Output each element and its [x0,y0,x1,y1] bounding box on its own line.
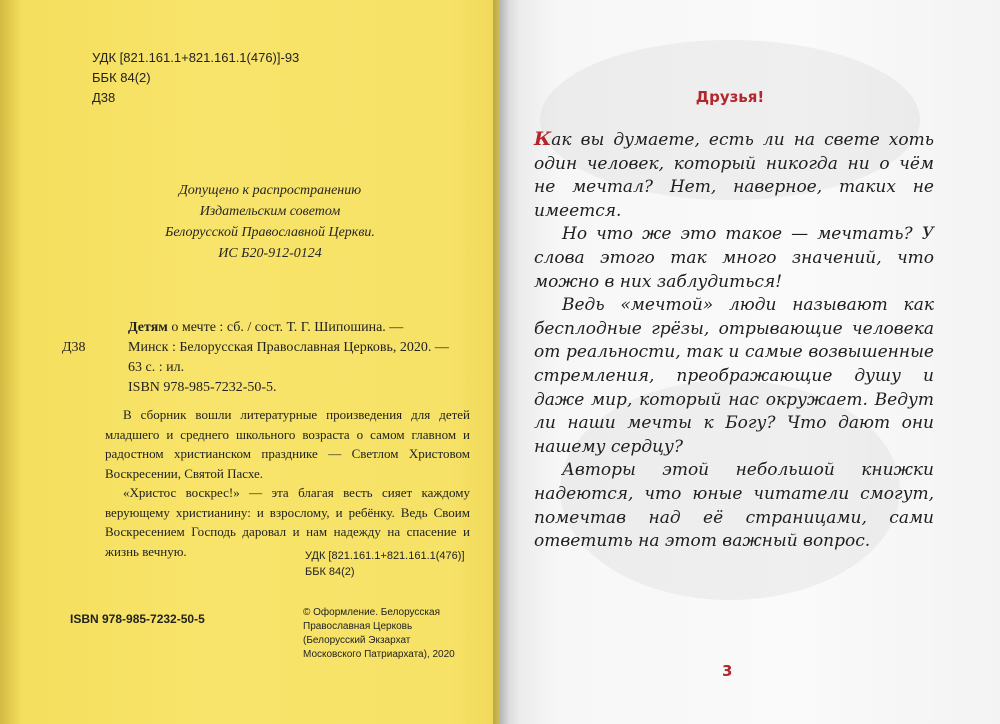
foreword-paragraph: Авторы этой небольшой книжки надеются, что юные читатели смогут, помечтав над её страницами, сами ответить на этот важный вопрос. [534,460,934,552]
classification-block-top [92,48,299,108]
foreword-heading: Друзья! [695,88,765,106]
book-gutter [493,0,509,724]
foreword-paragraph-1-rest: ак вы думаете, есть ли на свете хоть один человек, который никогда ни о чём не мечтал? Нет, наверное, таких не имеется. [534,130,934,221]
copyright-line: Московского Патриархата), 2020 [303,649,455,660]
annotation [105,405,470,561]
approval-line: ИС Б20-912-0124 [218,246,322,261]
annotation-paragraph: В сборник вошли литературные произведения для детей младшего и среднего школьного возраста о самом главном и радостном христианском празднике — Светлом Христовом Воскресении, Святой Пасхе. [105,407,470,481]
bibliographic-record [62,318,472,398]
udk-code-bottom: УДК [821.161.1+821.161.1(476)] [305,550,465,562]
isbn-bottom: ISBN 978-985-7232-50-5 [70,612,205,626]
foreword-paragraph: Ведь «мечтой» люди называют как бесплодные грёзы, отрывающие человека от реальности, так и самые возвышенные стремления, преображающие душу и даже мир, который нас окружает. Ведут ли наши мечты к Богу? Что дают они нашему сердцу? [534,295,934,457]
approval-line: Издательским советом [199,204,341,219]
publication-approval [120,180,420,264]
biblio-title: Детям [128,320,168,335]
biblio-line-2: Минск : Белорусская Православная Церковь, 2020. — [128,340,449,355]
page-number: 3 [722,662,733,680]
classification-block-bottom [305,548,465,580]
author-mark-top: Д38 [92,90,116,105]
drop-cap: К [534,128,552,150]
copyright-line: (Белорусский Экзархат [303,635,411,646]
approval-line: Белорусской Православной Церкви. [165,225,375,240]
copyright-line: © Оформление. Белорусская [303,607,440,618]
foreword-text [534,128,934,554]
udk-code-top: УДК [821.161.1+821.161.1(476)]-93 [92,50,300,65]
author-mark: Д38 [62,340,86,355]
bbk-code-top: ББК 84(2) [92,70,151,85]
biblio-line-1 [128,318,472,338]
annotation-paragraph: «Христос воскрес!» — эта благая весть сияет каждому верующему христианину: и взрослому, и ребёнку. Ведь Своим Воскресением Господь даровал и нам надежду на спасение и жизнь вечную. [105,485,470,559]
foreword-paragraph [534,128,934,223]
foreword-paragraph: Но что же это такое — мечтать? У слова этого так много значений, что можно в них заблудиться! [534,224,934,292]
copyright-notice [303,606,455,662]
bbk-code-bottom: ББК 84(2) [305,566,355,578]
biblio-isbn: ISBN 978-985-7232-50-5. [128,380,277,395]
biblio-line-1-rest: о мечте : сб. / сост. Т. Г. Шипошина. — [167,320,404,335]
copyright-line: Православная Церковь [303,621,413,632]
approval-line: Допущено к распространению [178,183,362,198]
biblio-line-3: 63 с. : ил. [128,360,185,375]
bibliographic-text [128,318,472,398]
page-edge-shadow [0,0,22,724]
